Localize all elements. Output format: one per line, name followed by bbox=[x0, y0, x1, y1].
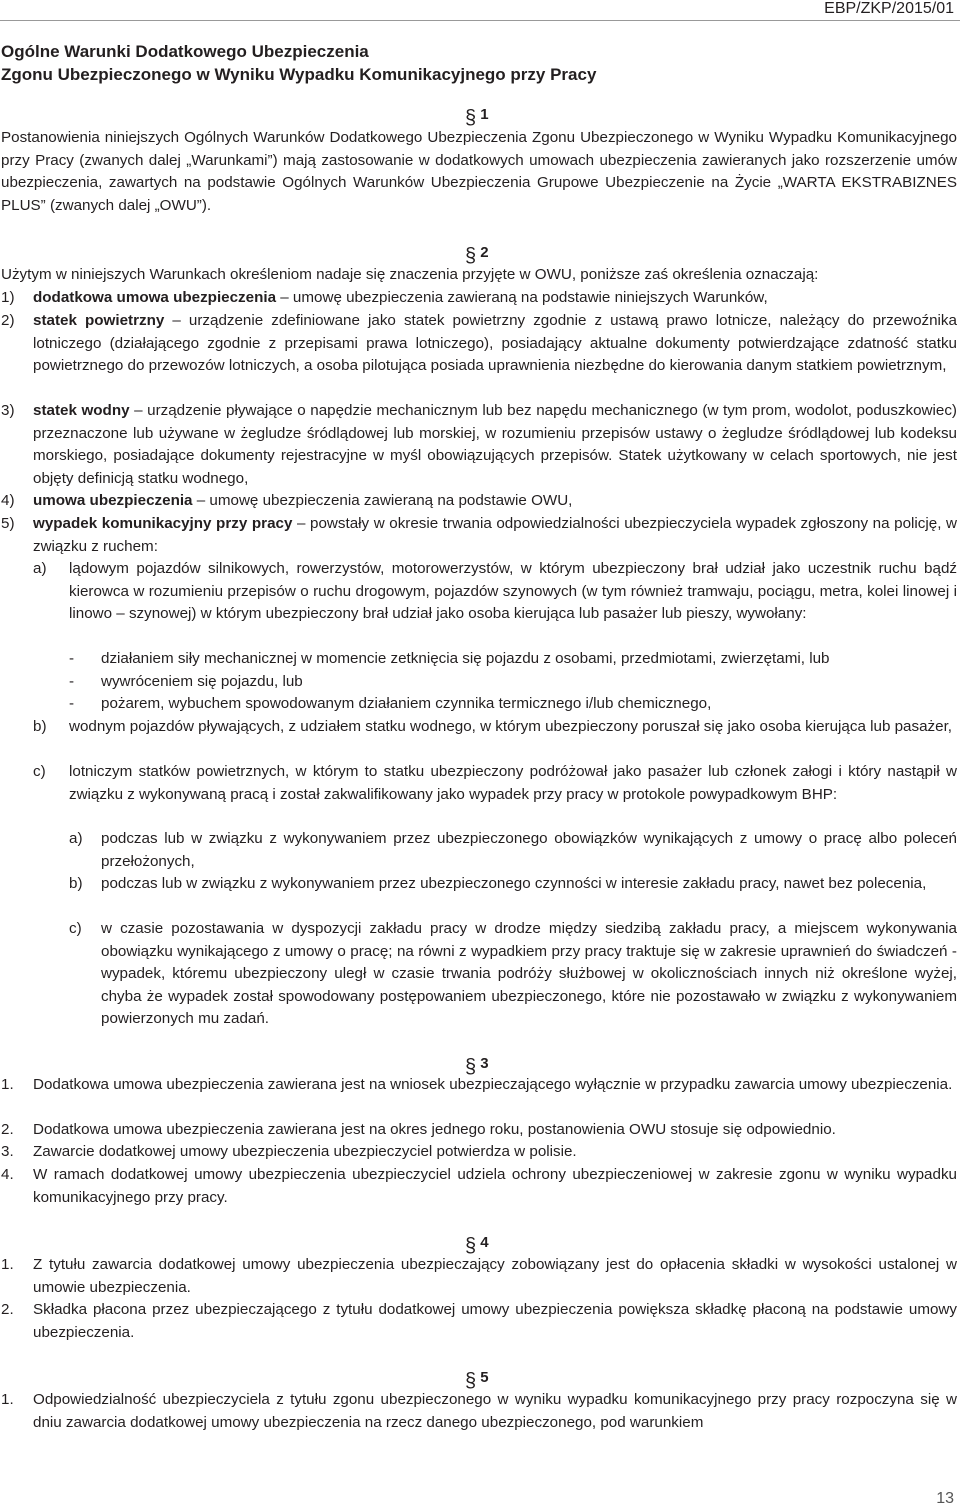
document-title bbox=[1, 40, 596, 86]
section-number-5: § 5 bbox=[465, 1369, 489, 1392]
list-item-dash-2: wywróceniem się pojazdu, lub bbox=[101, 673, 303, 690]
section-number-4: § 4 bbox=[465, 1234, 489, 1257]
dash-marker: - bbox=[69, 673, 75, 690]
list-marker: c) bbox=[69, 920, 82, 937]
title-line-1: Ogólne Warunki Dodatkowego Ubezpieczenia bbox=[1, 42, 369, 61]
list-marker: a) bbox=[33, 560, 47, 577]
definition-marker: 4) bbox=[1, 492, 15, 509]
list-item-c-a: podczas lub w związku z wykonywaniem przez ubezpieczonego obowiązków wynikających z umowy o pracę albo poleceń przełożonych, bbox=[101, 830, 957, 870]
definition-marker: 5) bbox=[1, 515, 15, 532]
list-marker: 4. bbox=[1, 1166, 14, 1183]
list-marker: b) bbox=[33, 718, 47, 735]
list-marker: c) bbox=[33, 763, 46, 780]
list-marker: 1. bbox=[1, 1076, 14, 1093]
section-4-item-1: Z tytułu zawarcia dodatkowej umowy ubezpieczenia ubezpieczający zobowiązany jest do opłacenia składki w wysokości ustalonej w umowie ubezpieczenia. bbox=[33, 1256, 957, 1296]
list-item-dash-1: działaniem siły mechanicznej w momencie zetknięcia się pojazdu z osobami, przedmiotami, zwierzętami, lub bbox=[101, 650, 830, 667]
list-marker: a) bbox=[69, 830, 83, 847]
list-item-c-b: podczas lub w związku z wykonywaniem przez ubezpieczonego czynności w interesie zakładu pracy, nawet bez polecenia, bbox=[101, 875, 927, 892]
section-3-item-2: Dodatkowa umowa ubezpieczenia zawierana jest na okres jednego roku, postanowienia OWU stosuje się odpowiednio. bbox=[33, 1121, 836, 1138]
list-item-b: wodnym pojazdów pływających, z udziałem statku wodnego, w którym ubezpieczony poruszał się jako osoba kierująca lub pasażer, bbox=[69, 718, 953, 735]
title-line-2: Zgonu Ubezpieczonego w Wyniku Wypadku Komunikacyjnego przy Pracy bbox=[1, 65, 597, 84]
section-3-item-3: Zawarcie dodatkowej umowy ubezpieczenia ubezpieczyciel potwierdza w polisie. bbox=[33, 1143, 577, 1160]
list-item-dash-3: pożarem, wybuchem spowodowanym działaniem czynnika termicznego i/lub chemicznego, bbox=[101, 695, 712, 712]
list-marker: b) bbox=[69, 875, 83, 892]
definition-5: wypadek komunikacyjny przy pracy – powstały w okresie trwania odpowiedzialności ubezpieczyciela wypadek zgłoszony na policję, w związku z ruchem: bbox=[33, 515, 957, 555]
list-item-a: lądowym pojazdów silnikowych, rowerzystów, motorowerzystów, w którym ubezpieczony brał udział jako uczestnik ruchu bądź kierowca w rozumieniu przepisów o ruchu drogowym, pojazdów szynowych (w tym również tramwaju, pociągu, metra, kolei linowej i linowo – szynowej) w którym ubezpieczony brał udział jako osoba kierująca lub pasażer lub pieszy, wywołany: bbox=[69, 560, 957, 622]
list-marker: 2. bbox=[1, 1301, 14, 1318]
section-5-item-1: Odpowiedzialność ubezpieczyciela z tytułu zgonu ubezpieczonego w wyniku wypadku komunikacyjnego przy pracy rozpoczyna się w dniu zawarcia dodatkowej umowy ubezpieczenia na rzecz danego ubezpieczonego, pod warunkiem bbox=[33, 1391, 957, 1431]
header-rule bbox=[0, 20, 960, 21]
list-item-c-c: w czasie pozostawania w dyspozycji zakładu pracy w drodze między siedzibą zakładu pracy, a miejscem wykonywania obowiązku wynikającego z umowy o pracę; na równi z wypadkiem przy pracy traktuje się w zakresie uprawnień do świadczeń - wypadek, któremu ubezpieczony uległ w czasie trwania podróży służbowej w okolicznościach innych niż określone wyżej, chyba że wypadek został spowodowany postępowaniem ubezpieczonego, które nie pozostawało w związku z wykonywaniem powierzonych mu zadań. bbox=[101, 920, 957, 1027]
definition-marker: 2) bbox=[1, 312, 15, 329]
section-4-item-2: Składka płacona przez ubezpieczającego z tytułu dodatkowej umowy ubezpieczenia powiększa składkę płaconą na podstawie umowy ubezpieczenia. bbox=[33, 1301, 957, 1341]
section-number-2: § 2 bbox=[465, 244, 489, 267]
dash-marker: - bbox=[69, 650, 75, 667]
list-marker: 2. bbox=[1, 1121, 14, 1138]
section-2-intro: Użytym w niniejszych Warunkach określeniom nadaje się znaczenia przyjęte w OWU, poniższe zaś określenia oznaczają: bbox=[1, 266, 819, 283]
section-3-item-4: W ramach dodatkowej umowy ubezpieczenia ubezpieczyciel udziela ochrony ubezpieczeniowej w zakresie zgonu w wyniku wypadku komunikacyjnego przy pracy. bbox=[33, 1166, 957, 1206]
dash-marker: - bbox=[69, 695, 75, 712]
definition-marker: 3) bbox=[1, 402, 15, 419]
document-code: EBP/ZKP/2015/01 bbox=[824, 0, 954, 17]
definition-marker: 1) bbox=[1, 289, 15, 306]
section-number-1: § 1 bbox=[465, 106, 489, 129]
section-number-3: § 3 bbox=[465, 1055, 489, 1078]
list-marker: 3. bbox=[1, 1143, 14, 1160]
list-marker: 1. bbox=[1, 1391, 14, 1408]
section-3-item-1: Dodatkowa umowa ubezpieczenia zawierana jest na wniosek ubezpieczającego wyłącznie w przypadku zawarcia umowy ubezpieczenia. bbox=[33, 1076, 953, 1093]
list-item-c: lotniczym statków powietrznych, w którym to statku ubezpieczony podróżował jako pasażer lub członek załogi i który nastąpił w związku z wykonywaną pracą i został zakwalifikowany jako wypadek przy pracy w protokole powypadkowym BHP: bbox=[69, 763, 957, 803]
definition-4: umowa ubezpieczenia – umowę ubezpieczenia zawieraną na podstawie OWU, bbox=[33, 492, 573, 509]
definition-2: statek powietrzny – urządzenie zdefiniowane jako statek powietrzny zgodnie z ustawą prawo lotnicze, należący do przewoźnika lotniczego (działającego zgodnie z przepisami prawa lotniczego), posiadający aktualne dokumenty potwierdzające zdatność statku powietrznego do przewozów lotniczych, a osoba pilotująca posiada uprawnienia niezbędne do kierowania danym statkiem powietrznym, bbox=[33, 312, 957, 374]
page-number: 13 bbox=[936, 1490, 954, 1507]
list-marker: 1. bbox=[1, 1256, 14, 1273]
definition-1: dodatkowa umowa ubezpieczenia – umowę ubezpieczenia zawieraną na podstawie niniejszych Warunków, bbox=[33, 289, 768, 306]
definition-3: statek wodny – urządzenie pływające o napędzie mechanicznym lub bez napędu mechanicznego (w tym prom, wodolot, poduszkowiec) przeznaczone lub używane w żegludze śródlądowej lub morskiej, w rozumieniu przepisów ustawy o żegludze śródlądowej lub kodeksu morskiego, posiadające dokumenty rejestracyjne w myśl obowiązujących przepisów. Statek użytkowany w celach sportowych, nie jest objęty definicją statku wodnego, bbox=[33, 402, 957, 487]
section-1-text: Postanowienia niniejszych Ogólnych Warunków Dodatkowego Ubezpieczenia Zgonu Ubezpieczonego w Wyniku Wypadku Komunikacyjnego przy Pracy (zwanych dalej „Warunkami”) mają zastosowanie w dodatkowych umowach ubezpieczenia zawieranych jako rozszerzenie umów ubezpieczenia, zawartych na podstawie Ogólnych Warunków Ubezpieczenia Grupowe Ubezpieczenie na Życie „WARTA EKSTRABIZNES PLUS” (zwanych dalej „OWU”). bbox=[1, 129, 957, 214]
